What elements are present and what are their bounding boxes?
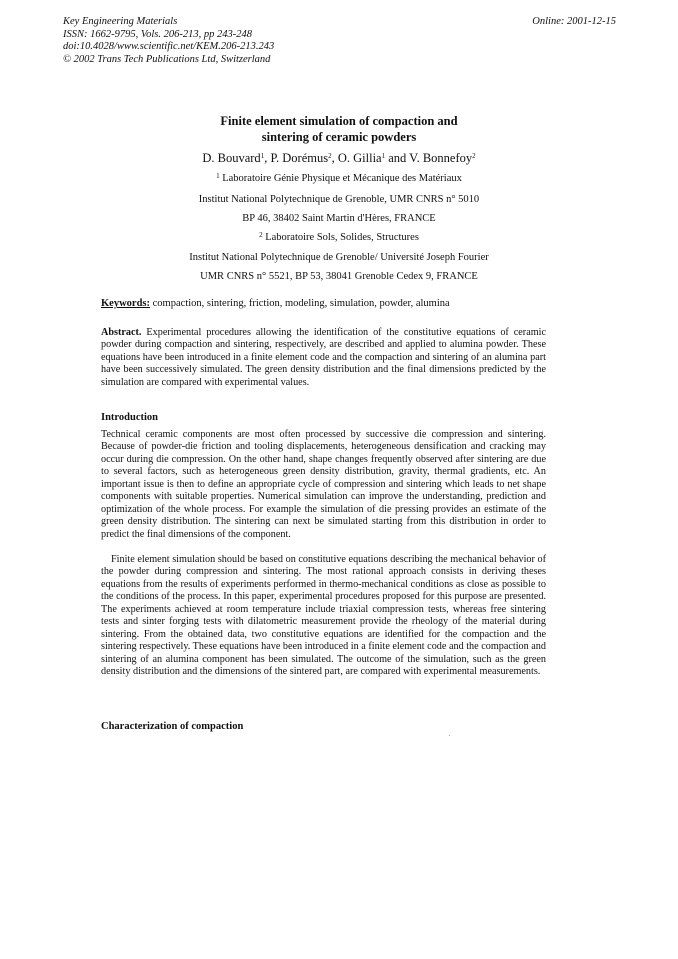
introduction-heading: Introduction	[101, 412, 158, 423]
affiliation-1-name	[0, 172, 678, 185]
author-affiliation-mark: 1	[260, 152, 265, 160]
doi-line: doi:10.4028/www.scientific.net/KEM.206-213.243	[63, 41, 275, 52]
author-name: and V. Bonnefoy	[385, 151, 473, 165]
affiliation-2-institute: Institut National Polytechnique de Grenoble/ Université Joseph Fourier	[189, 252, 489, 263]
affiliation-text: Laboratoire Génie Physique et Mécanique des Matériaux	[219, 173, 462, 184]
issn-line: ISSN: 1662-9795, Vols. 206-213, pp 243-248	[63, 28, 252, 40]
affiliation-mark: 1	[216, 172, 220, 180]
affiliation-1-address: BP 46, 38402 Saint Martin d'Hères, FRANCE	[242, 213, 436, 224]
abstract	[101, 327, 546, 389]
affiliation-2-address: UMR CNRS n° 5521, BP 53, 38041 Grenoble Cedex 9, FRANCE	[200, 271, 478, 282]
paper-title	[0, 113, 678, 145]
title-line-1: Finite element simulation of compaction and	[220, 114, 458, 128]
section-heading: Characterization of compaction	[101, 721, 244, 732]
abstract-text: Experimental procedures allowing the identification of the constitutive equations of ceramic powder during compaction and sintering, respectively, are described and applied to alumina powder. These equations have been introduced in a finite element code and the compaction and sintering of an alumina part have been successively simulated. The green density distribution and the final dimensions predicted by the simulation are compared with experimental values.	[101, 327, 546, 388]
journal-name: Key Engineering Materials	[63, 16, 178, 27]
title-line-2: sintering of ceramic powders	[261, 130, 417, 144]
keywords	[101, 297, 551, 310]
journal-header	[63, 16, 274, 66]
copyright-line: © 2002 Trans Tech Publications Ltd, Switzerland	[63, 53, 271, 65]
introduction-paragraph-1: Technical ceramic components are most often processed by successive die compression and sintering. Because of powder-die friction and tooling displacements, heterogeneous densification and cracking may occur during die compression. On the other hand, shape changes frequently observed after sintering are due to several factors, such as heterogeneous green density distribution, gravity, thermal gradients, etc. An important issue is then to define an appropriate cycle of compression and sintering which leads to net shape components with suitable properties. Numerical simulation can improve the understanding, prediction and optimization of the whole process. For example the simulation of die pressing provides an estimate of the green density distribution. The sintering can next be simulated starting from this distribution in order to predict the final dimensions of the component.	[101, 429, 546, 540]
affiliation-2-name	[0, 231, 678, 244]
author-name: , O. Gillia	[331, 151, 382, 165]
affiliation-mark: 2	[259, 231, 263, 239]
author-affiliation-mark: 2	[328, 152, 332, 160]
affiliation-text: Laboratoire Sols, Solides, Structures	[262, 232, 419, 243]
author-affiliation-mark: 1	[381, 152, 386, 160]
scan-speck	[449, 735, 450, 736]
author-name: D. Bouvard	[202, 151, 261, 165]
online-date: Online: 2001-12-15	[532, 16, 616, 27]
affiliation-1-institute: Institut National Polytechnique de Grenoble, UMR CNRS n° 5010	[198, 194, 480, 205]
abstract-label: Abstract.	[101, 327, 142, 338]
keywords-label: Keywords:	[101, 298, 150, 309]
introduction-paragraph-2: Finite element simulation should be based on constitutive equations describing the mechanical behavior of the powder during compression and sintering. The most rational approach consists in deriving theses equations from the results of experiments performed in thermo-mechanical conditions as close as possible to the conditions of the process. In this paper, experimental procedures proposed for this purpose are presented. The experiments achieved at room temperature include triaxial compression tests, whereas free sintering tests and sinter forging tests with dilatometric measurement provide the rheology of the material during sintering. From the obtained data, two constitutive equations are identified for the compaction and the sintering respectively. These equations have been introduced in a finite element code and the compaction and sintering of an alumina component has been simulated. The outcome of the simulation, such as the green density distribution and the dimensions of the sintered part, are compared with experimental measurements.	[101, 554, 546, 678]
author-name: , P. Dorémus	[264, 151, 329, 165]
author-list	[0, 150, 678, 166]
keywords-text: compaction, sintering, friction, modeling, simulation, powder, alumina	[150, 298, 450, 309]
author-affiliation-mark: 2	[472, 152, 476, 160]
